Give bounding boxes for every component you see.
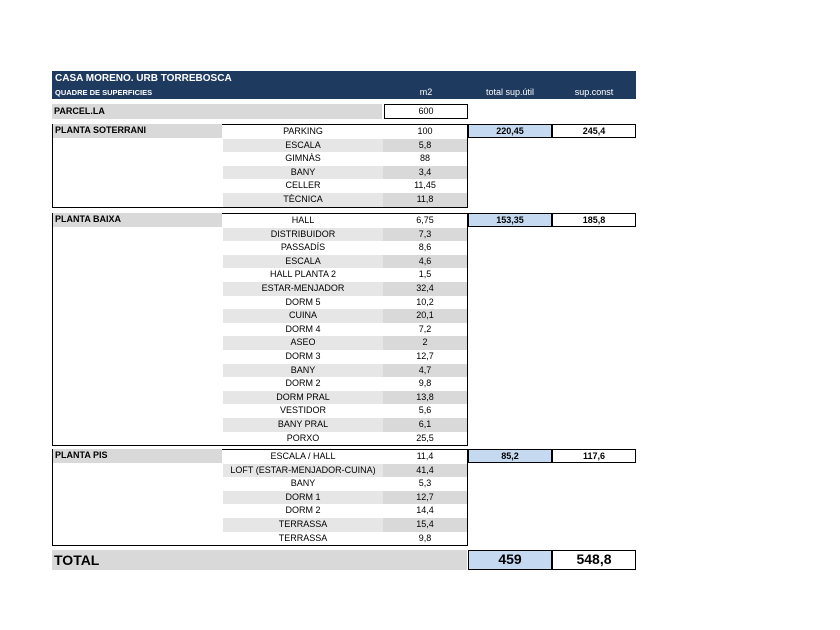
table-row bbox=[223, 464, 467, 478]
room-area[interactable]: 8,6 bbox=[418, 242, 432, 253]
table-row bbox=[223, 323, 467, 337]
room-area[interactable]: 4,7 bbox=[383, 364, 467, 378]
section-title: PLANTA SOTERRANI bbox=[53, 124, 222, 138]
room-name: PARKING bbox=[283, 126, 323, 136]
room-area[interactable]: 7,2 bbox=[418, 323, 432, 334]
table-row bbox=[223, 214, 467, 228]
table-row bbox=[223, 296, 467, 310]
room-area[interactable]: 5,3 bbox=[418, 478, 432, 489]
table-row bbox=[223, 179, 467, 193]
grand-total-util[interactable]: 459 bbox=[468, 550, 552, 570]
room-name: ASEO bbox=[290, 337, 316, 348]
room-name: BANY bbox=[290, 166, 316, 177]
room-area[interactable]: 6,1 bbox=[383, 418, 467, 432]
column-header-sup-const: sup.const bbox=[574, 87, 614, 97]
room-name: VESTIDOR bbox=[279, 405, 326, 416]
room-name: DISTRIBUIDOR bbox=[270, 228, 336, 239]
room-name: DORM 1 bbox=[285, 491, 321, 502]
room-area[interactable]: 6,75 bbox=[416, 215, 434, 225]
room-area[interactable]: 5,8 bbox=[383, 139, 467, 153]
room-area[interactable]: 4,6 bbox=[383, 255, 467, 269]
table-row bbox=[223, 282, 467, 296]
room-area[interactable]: 25,5 bbox=[416, 432, 434, 443]
parcel-label: PARCEL.LA bbox=[52, 104, 382, 119]
section-total-util[interactable]: 153,35 bbox=[468, 213, 552, 227]
table-row bbox=[223, 125, 467, 139]
room-area[interactable]: 100 bbox=[417, 126, 433, 136]
room-name: TERRASSA bbox=[278, 519, 328, 529]
room-area[interactable]: 14,4 bbox=[416, 505, 434, 516]
room-name: HALL bbox=[291, 215, 315, 225]
section-title: PLANTA BAIXA bbox=[53, 213, 222, 227]
room-name: DORM 2 bbox=[285, 505, 321, 516]
table-row bbox=[223, 450, 467, 464]
room-area[interactable]: 9,8 bbox=[418, 378, 432, 389]
room-name: DORM 2 bbox=[285, 378, 321, 389]
room-area[interactable]: 11,4 bbox=[416, 451, 434, 461]
room-name: BANY bbox=[290, 364, 316, 375]
table-row bbox=[223, 350, 467, 364]
room-area[interactable]: 12,7 bbox=[383, 491, 467, 505]
room-area[interactable]: 5,6 bbox=[418, 405, 432, 416]
document-subtitle: QUADRE DE SUPERFICIES bbox=[55, 88, 153, 97]
grand-total-row bbox=[52, 550, 636, 570]
room-area[interactable]: 1,5 bbox=[418, 269, 432, 280]
room-area[interactable]: 10,2 bbox=[416, 296, 434, 307]
room-name: GIMNÀS bbox=[285, 153, 321, 164]
room-area[interactable]: 3,4 bbox=[383, 166, 467, 180]
room-area[interactable]: 13,8 bbox=[383, 391, 467, 405]
room-name: ESCALA bbox=[285, 255, 321, 266]
table-row bbox=[223, 391, 467, 405]
table-row bbox=[223, 518, 467, 532]
table-row bbox=[223, 477, 467, 491]
room-area[interactable]: 7,3 bbox=[383, 228, 467, 242]
table-row bbox=[223, 404, 467, 418]
section-total-const[interactable]: 245,4 bbox=[552, 124, 636, 138]
room-name: TERRASSA bbox=[278, 532, 328, 543]
room-name: ESTAR-MENJADOR bbox=[261, 283, 345, 293]
room-name: DORM 4 bbox=[285, 323, 321, 334]
column-header-total-util: total sup.útil bbox=[485, 87, 535, 97]
room-name: LOFT (ESTAR-MENJADOR-CUINA) bbox=[230, 464, 376, 475]
table-row bbox=[223, 228, 467, 242]
table-row bbox=[223, 491, 467, 505]
room-name: DORM 3 bbox=[285, 351, 321, 361]
room-name: DORM 5 bbox=[285, 296, 321, 307]
room-area[interactable]: 32,4 bbox=[383, 282, 467, 296]
table-row bbox=[223, 309, 467, 323]
table-row bbox=[223, 364, 467, 378]
room-area[interactable]: 88 bbox=[419, 153, 430, 164]
room-name: PORXO bbox=[286, 432, 320, 443]
room-area[interactable]: 20,1 bbox=[383, 309, 467, 323]
room-area[interactable]: 9,8 bbox=[418, 532, 432, 543]
table-row bbox=[223, 336, 467, 350]
room-name: BANY PRAL bbox=[277, 419, 329, 429]
room-name: DORM PRAL bbox=[276, 391, 330, 402]
room-area[interactable]: 11,45 bbox=[414, 180, 436, 191]
room-area[interactable]: 11,8 bbox=[383, 193, 467, 207]
column-header-m2: m2 bbox=[419, 87, 433, 97]
room-name: CUINA bbox=[288, 310, 317, 321]
section-title: PLANTA PIS bbox=[53, 449, 222, 463]
room-name: CELLER bbox=[285, 180, 321, 191]
table-row bbox=[223, 268, 467, 282]
section-total-const[interactable]: 117,6 bbox=[552, 449, 636, 463]
table-row bbox=[223, 255, 467, 269]
room-name: PASSADÍS bbox=[280, 242, 326, 253]
room-area[interactable]: 2 bbox=[383, 336, 467, 350]
room-name: HALL PLANTA 2 bbox=[269, 269, 337, 280]
parcel-row bbox=[52, 104, 468, 119]
table-row bbox=[223, 504, 467, 518]
table-row bbox=[223, 241, 467, 255]
document-title: CASA MORENO. URB TORREBOSCA bbox=[55, 73, 232, 84]
room-area[interactable]: 41,4 bbox=[383, 464, 467, 478]
table-row bbox=[223, 166, 467, 180]
table-header bbox=[52, 71, 636, 99]
surface-table bbox=[52, 71, 636, 568]
section-total-util[interactable]: 220,45 bbox=[468, 124, 552, 138]
room-name: BANY bbox=[290, 478, 316, 489]
table-row bbox=[223, 139, 467, 153]
table-row bbox=[223, 193, 467, 207]
room-name: ESCALA bbox=[285, 139, 321, 150]
table-row bbox=[223, 418, 467, 432]
table-row bbox=[223, 532, 467, 546]
table-row bbox=[223, 377, 467, 391]
section-total-util[interactable]: 85,2 bbox=[468, 449, 552, 463]
section-total-const[interactable]: 185,8 bbox=[552, 213, 636, 227]
parcel-value[interactable]: 600 bbox=[384, 104, 468, 119]
grand-total-const[interactable]: 548,8 bbox=[552, 550, 636, 570]
room-area[interactable]: 15,4 bbox=[383, 518, 467, 532]
room-name: TÈCNICA bbox=[283, 194, 323, 204]
room-area[interactable]: 12,7 bbox=[416, 351, 434, 361]
grand-total-label: TOTAL bbox=[52, 550, 467, 570]
table-row bbox=[223, 152, 467, 166]
table-row bbox=[223, 432, 467, 446]
room-name: ESCALA / HALL bbox=[270, 451, 336, 461]
